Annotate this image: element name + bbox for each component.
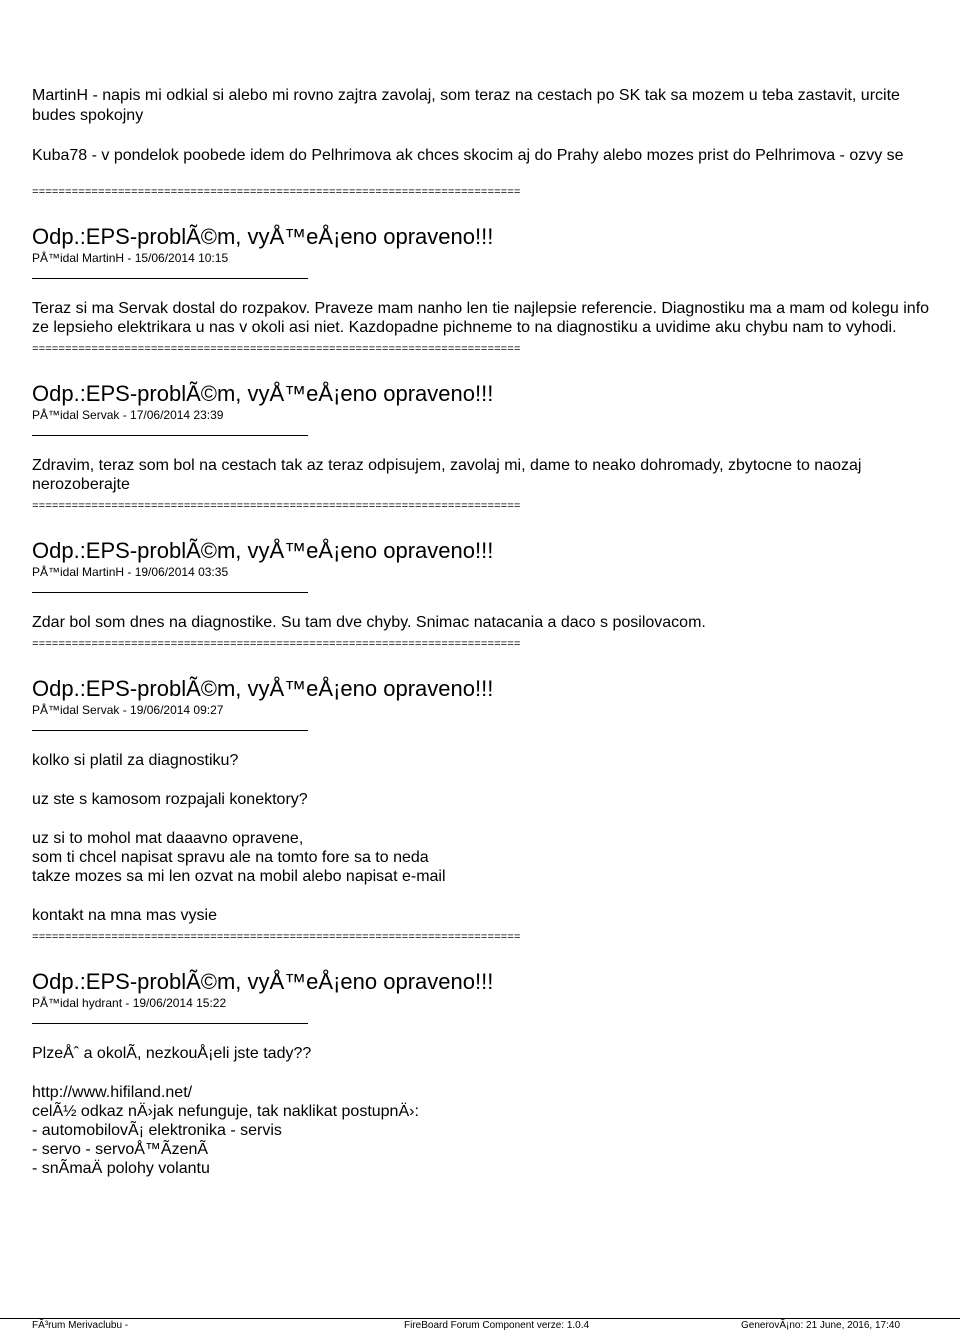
post-paragraph: uz si to mohol mat daaavno opravene, som ti chcel napisat spravu ale na tomto fore sa to neda takze mozes sa mi len ozvat na mobil alebo napisat e-mail — [32, 830, 446, 885]
post-meta: PÅ™idal Servak - 19/06/2014 09:27 — [32, 703, 224, 717]
post-title: Odp.:EPS-problÃ©m, vyÅ™eÅ¡eno opraveno!!! — [32, 538, 494, 563]
post-title: Odp.:EPS-problÃ©m, vyÅ™eÅ¡eno opraveno!!! — [32, 676, 494, 701]
post-divider — [32, 435, 308, 436]
footer-generated: GenerovÃ¡no: 21 June, 2016, 17:40 — [741, 1320, 901, 1331]
footer-site-name: FÃ³rum Merivaclubu - — [32, 1320, 129, 1331]
post-separator: ========================================================================== — [32, 501, 521, 513]
forum-post — [32, 538, 932, 632]
document-page — [32, 86, 932, 1184]
forum-post — [32, 676, 932, 925]
intro-section — [32, 86, 932, 166]
intro-paragraph: Kuba78 - v pondelok poobede idem do Pelhrimova ak chces skocim aj do Prahy alebo mozes prist do Pelhrimova - ozvy se — [32, 147, 904, 164]
intro-paragraph: MartinH - napis mi odkial si alebo mi rovno zajtra zavolaj, som teraz na cestach po SK tak sa mozem u teba zastavit, urcite budes spokojny — [32, 87, 900, 124]
post-meta: PÅ™idal MartinH - 15/06/2014 10:15 — [32, 251, 229, 265]
post-paragraph: uz ste s kamosom rozpajali konektory? — [32, 791, 308, 808]
post-meta: PÅ™idal Servak - 17/06/2014 23:39 — [32, 408, 224, 422]
post-paragraph: http://www.hifiland.net/ celÃ½ odkaz nÄ›jak nefunguje, tak naklikat postupnÄ›: - automobilovÃ¡ elektronika - servis - servo - servoÅ™ÃzenÃ - snÃmaÄ polohy volantu — [32, 1084, 419, 1177]
post-title: Odp.:EPS-problÃ©m, vyÅ™eÅ¡eno opraveno!!! — [32, 224, 494, 249]
forum-post — [32, 224, 932, 337]
post-divider — [32, 592, 308, 593]
post-meta: PÅ™idal MartinH - 19/06/2014 03:35 — [32, 565, 229, 579]
post-meta: PÅ™idal hydrant - 19/06/2014 15:22 — [32, 996, 227, 1010]
post-body — [32, 456, 932, 494]
post-paragraph: kolko si platil za diagnostiku? — [32, 752, 239, 769]
post-divider — [32, 278, 308, 279]
post-body — [32, 299, 932, 337]
post-title: Odp.:EPS-problÃ©m, vyÅ™eÅ¡eno opraveno!!! — [32, 381, 494, 406]
post-separator: ========================================================================== — [32, 932, 521, 944]
footer-component: FireBoard Forum Component verze: 1.0.4 — [404, 1320, 590, 1331]
post-separator: ========================================================================== — [32, 639, 521, 651]
post-paragraph: kontakt na mna mas vysie — [32, 907, 217, 924]
post-separator: ========================================================================== — [32, 344, 521, 356]
post-paragraph: Zdar bol som dnes na diagnostike. Su tam dve chyby. Snimac natacania a daco s posilovacom. — [32, 614, 706, 631]
post-paragraph: PlzeÅˆ a okolÃ, nezkouÅ¡eli jste tady?? — [32, 1045, 312, 1062]
post-paragraph: Teraz si ma Servak dostal do rozpakov. Praveze mam nanho len tie najlepsie referencie. Diagnostiku ma a mam od kolegu info ze lepsieho elektrikara u nas v okoli asi niet. Kazdopadne pichneme to na diagnostiku a uvidime aku chybu nam to vyhodi. — [32, 300, 930, 336]
post-divider — [32, 730, 308, 731]
post-separator: ========================================================================== — [32, 187, 521, 199]
post-divider — [32, 1023, 308, 1024]
post-body — [32, 613, 932, 632]
forum-post — [32, 381, 932, 494]
post-title: Odp.:EPS-problÃ©m, vyÅ™eÅ¡eno opraveno!!! — [32, 969, 494, 994]
post-body — [32, 751, 932, 925]
post-paragraph: Zdravim, teraz som bol na cestach tak az teraz odpisujem, zavolaj mi, dame to neako dohromady, zbytocne to naozaj nerozoberajte — [32, 457, 862, 493]
forum-post — [32, 969, 932, 1178]
post-body — [32, 1044, 932, 1178]
page-footer — [0, 1318, 960, 1333]
